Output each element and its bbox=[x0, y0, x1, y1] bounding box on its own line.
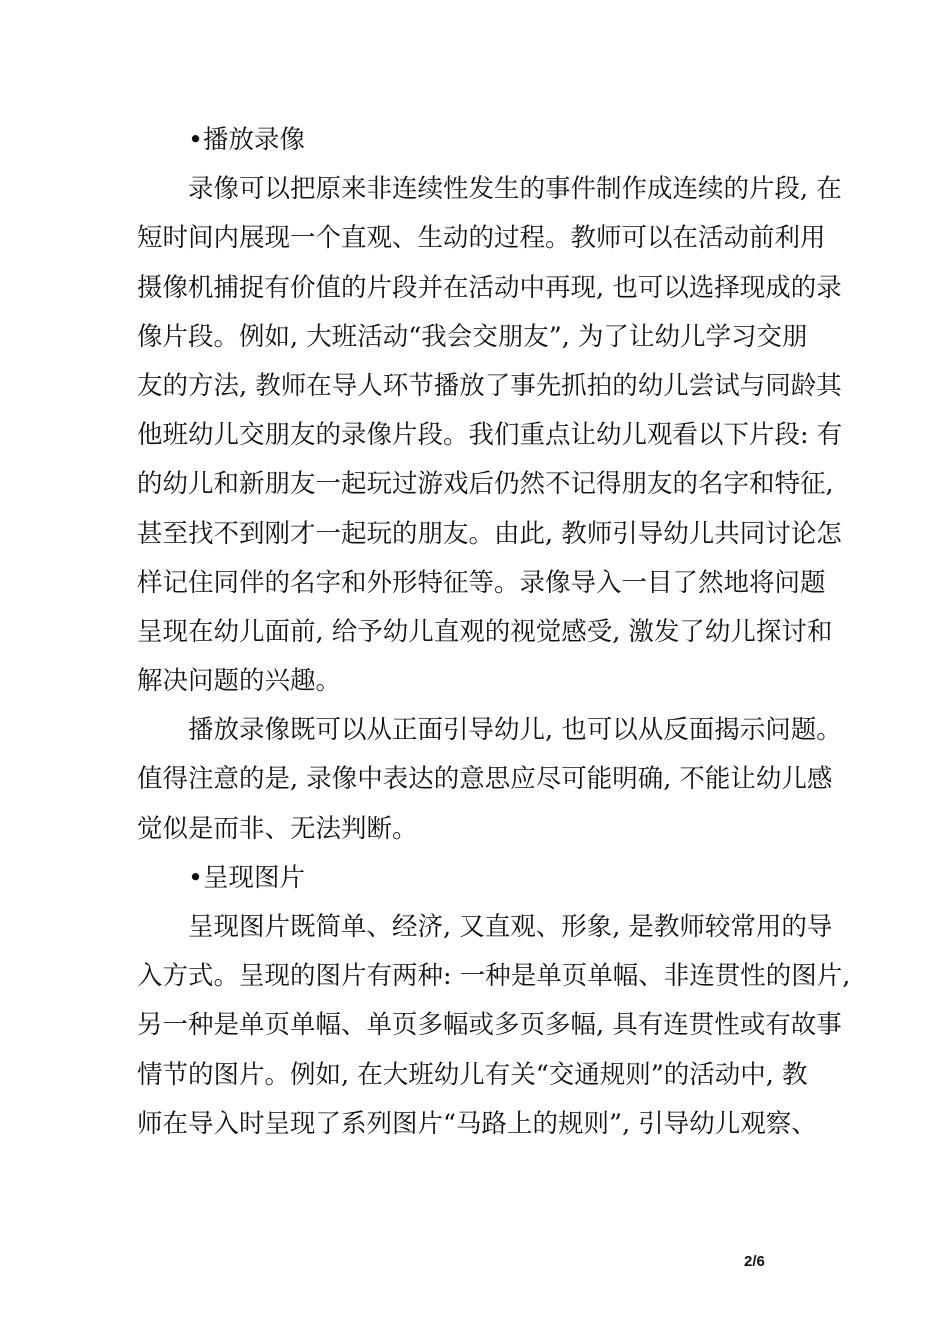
text-line: 入方式。呈现的图片有两种: 一种是单页单幅、非连贯性的图片, bbox=[137, 961, 851, 992]
text-line: 甚至找不到刚才一起玩的朋友。由此, 教师引导幼儿共同讨论怎 bbox=[137, 518, 842, 549]
text-line: 觉似是而非、无法判断。 bbox=[137, 813, 418, 844]
text-line: 播放录像既可以从正面引导幼儿, 也可以从反面揭示问题。 bbox=[188, 715, 842, 746]
text-line: 短时间内展现一个直观、生动的过程。教师可以在活动前利用 bbox=[137, 223, 826, 254]
text-line: 值得注意的是, 录像中表达的意思应尽可能明确, 不能让幼儿感 bbox=[137, 764, 833, 795]
text-line: 解决问题的兴趣。 bbox=[137, 666, 342, 697]
text-line: 情节的图片。例如, 在大班幼儿有关“交通规则”的活动中, 教 bbox=[137, 1059, 808, 1090]
body-text bbox=[137, 116, 851, 1149]
text-line: 的幼儿和新朋友一起玩过游戏后仍然不记得朋友的名字和特征, bbox=[137, 469, 834, 500]
heading-show-pictures: •呈现图片 bbox=[188, 862, 306, 893]
text-line: 另一种是单页单幅、单页多幅或多页多幅, 具有连贯性或有故事 bbox=[137, 1010, 842, 1041]
text-line: 友的方法, 教师在导人环节播放了事先抓拍的幼儿尝试与同龄其 bbox=[137, 370, 842, 401]
text-line: 摄像机捕捉有价值的片段并在活动中再现, 也可以选择现成的录 bbox=[137, 272, 842, 303]
text-line: 呈现图片既简单、经济, 又直观、形象, 是教师较常用的导 bbox=[188, 912, 833, 942]
text-line: 录像可以把原来非连续性发生的事件制作成连续的片段, 在 bbox=[188, 174, 842, 205]
text-line: 像片段。例如, 大班活动“我会交朋友”, 为了让幼儿学习交朋 bbox=[137, 321, 808, 352]
text-line: 师在导入时呈现了系列图片“马路上的规则”, 引导幼儿观察、 bbox=[137, 1108, 817, 1139]
text-line: 他班幼儿交朋友的录像片段。我们重点让幼儿观看以下片段: 有 bbox=[137, 420, 843, 451]
page-number: 2/6 bbox=[744, 1253, 765, 1270]
text-line: 样记住同伴的名字和外形特征等。录像导入一目了然地将问题 bbox=[137, 567, 826, 598]
text-line: 呈现在幼儿面前, 给予幼儿直观的视觉感受, 激发了幼儿探讨和 bbox=[137, 616, 833, 647]
heading-play-video: •播放录像 bbox=[188, 125, 306, 155]
